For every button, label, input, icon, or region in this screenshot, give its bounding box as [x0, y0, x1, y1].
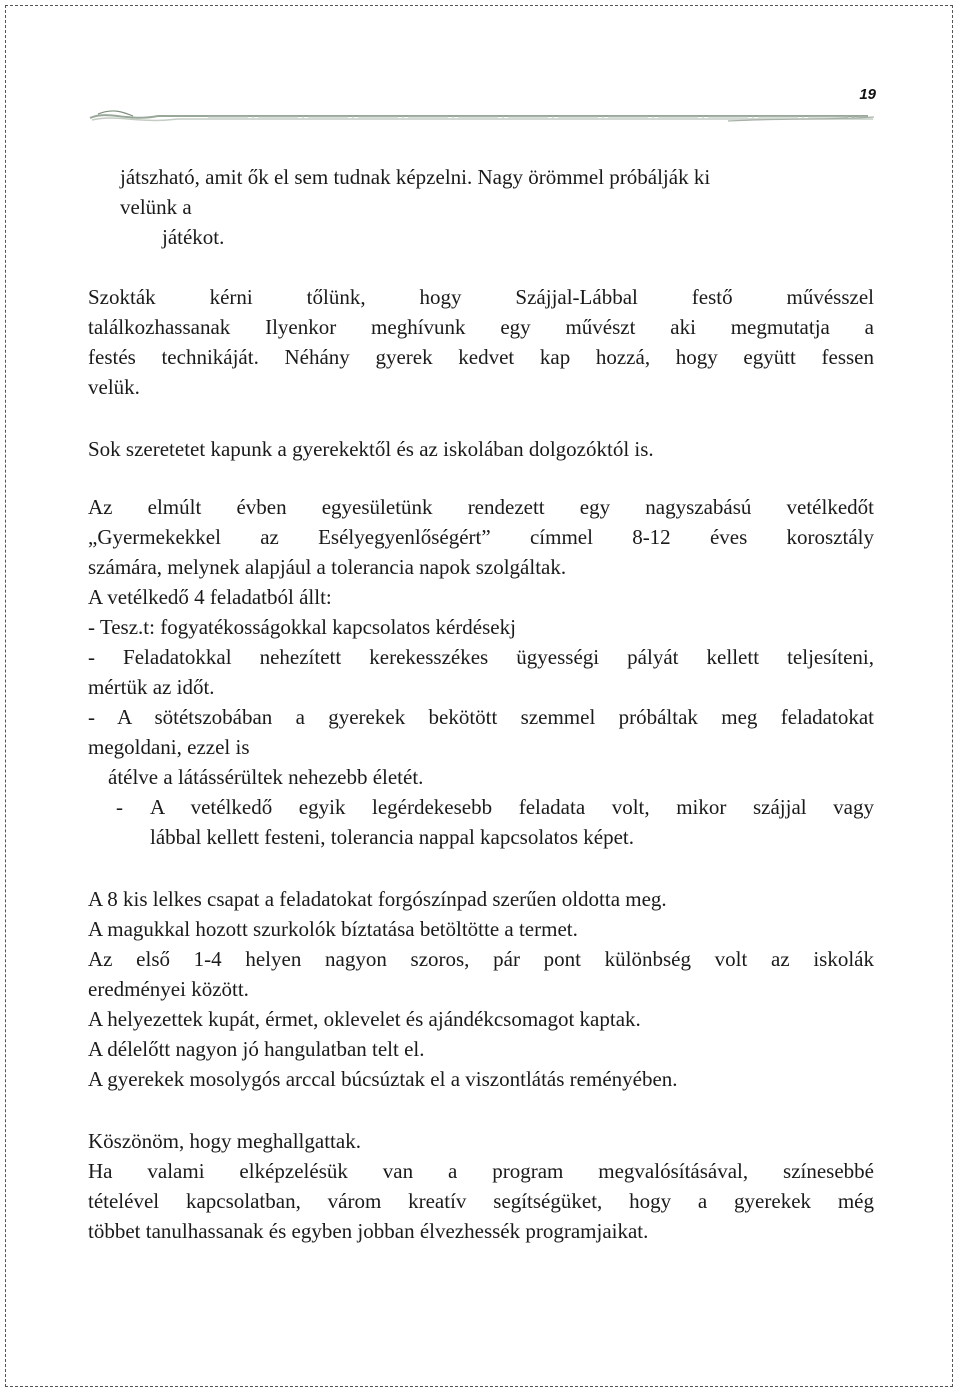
text-line: A délelőtt nagyon jó hangulatban telt el.	[88, 1037, 425, 1061]
text-line: „Gyermekekkel az Esélyegyenlőségért” címmel 8-12 éves korosztály	[88, 525, 874, 549]
bullet-dash: -	[116, 795, 123, 819]
header-decorative-rule	[88, 104, 878, 126]
text-line: A vetélkedő egyik legérdekesebb feladata volt, mikor szájjal vagy	[150, 795, 874, 819]
text-line: A magukkal hozott szurkolók bíztatása betöltötte a termet.	[88, 917, 578, 941]
text-line: Sok szeretetet kapunk a gyerekektől és az iskolában dolgozóktól is.	[88, 437, 654, 461]
text-line: játékot.	[162, 225, 225, 249]
text-line: - Feladatokkal nehezített kerekesszékes ügyességi pályát kellett teljesíteni,	[88, 645, 874, 669]
text-line: számára, melynek alapjául a tolerancia napok szolgáltak.	[88, 555, 567, 579]
text-line: találkozhassanak Ilyenkor meghívunk egy művészt aki megmutatja a	[88, 315, 874, 339]
text-line: A helyezettek kupát, érmet, oklevelet és ajándékcsomagot kaptak.	[88, 1007, 641, 1031]
text-line: festés technikáját. Néhány gyerek kedvet kap hozzá, hogy együtt fessen	[88, 345, 874, 369]
text-line: mértük az időt.	[88, 675, 215, 699]
text-line: A 8 kis lelkes csapat a feladatokat forgószínpad szerűen oldotta meg.	[88, 887, 667, 911]
paragraph-closing	[88, 1126, 874, 1246]
text-line: többet tanulhassanak és egyben jobban élvezhessék programjaikat.	[88, 1219, 649, 1243]
text-line: A vetélkedő 4 feladatból állt:	[88, 585, 332, 609]
paragraph-competition	[88, 492, 874, 852]
text-line: velünk a	[120, 195, 192, 219]
text-line: - Tesz.t: fogyatékosságokkal kapcsolatos kérdésekj	[88, 615, 516, 639]
text-line: megoldani, ezzel is	[88, 735, 250, 759]
text-line: Az első 1-4 helyen nagyon szoros, pár pont különbség volt az iskolák	[88, 947, 874, 971]
text-line: eredményei között.	[88, 977, 249, 1001]
text-line: lábbal kellett festeni, tolerancia nappal kapcsolatos képet.	[150, 825, 634, 849]
text-line: - A sötétszobában a gyerekek bekötött szemmel próbáltak meg feladatokat	[88, 705, 874, 729]
text-line: Az elmúlt évben egyesületünk rendezett egy nagyszabású vetélkedőt	[88, 495, 874, 519]
paragraph-results	[88, 884, 874, 1094]
text-line: játszható, amit ők el sem tudnak képzelni. Nagy örömmel próbálják ki	[120, 165, 711, 189]
text-line: velük.	[88, 375, 140, 399]
page-number: 19	[859, 86, 876, 103]
text-line: Szokták kérni tőlünk, hogy Szájjal-Lábbal festő művésszel	[88, 285, 874, 309]
paragraph-artist-visit	[88, 282, 874, 402]
text-line: átélve a látássérültek nehezebb életét.	[108, 765, 424, 789]
paragraph-love	[88, 434, 874, 464]
list-item	[88, 792, 874, 822]
text-line: tételével kapcsolatban, várom kreatív segítségüket, hogy a gyerekek még	[88, 1189, 874, 1213]
text-line: A gyerekek mosolygós arccal búcsúztak el a viszontlátás reményében.	[88, 1067, 678, 1091]
paragraph-intro-end	[88, 162, 874, 252]
text-line: Ha valami elképzelésük van a program megvalósításával, színesebbé	[88, 1159, 874, 1183]
text-line: Köszönöm, hogy meghallgattak.	[88, 1129, 361, 1153]
